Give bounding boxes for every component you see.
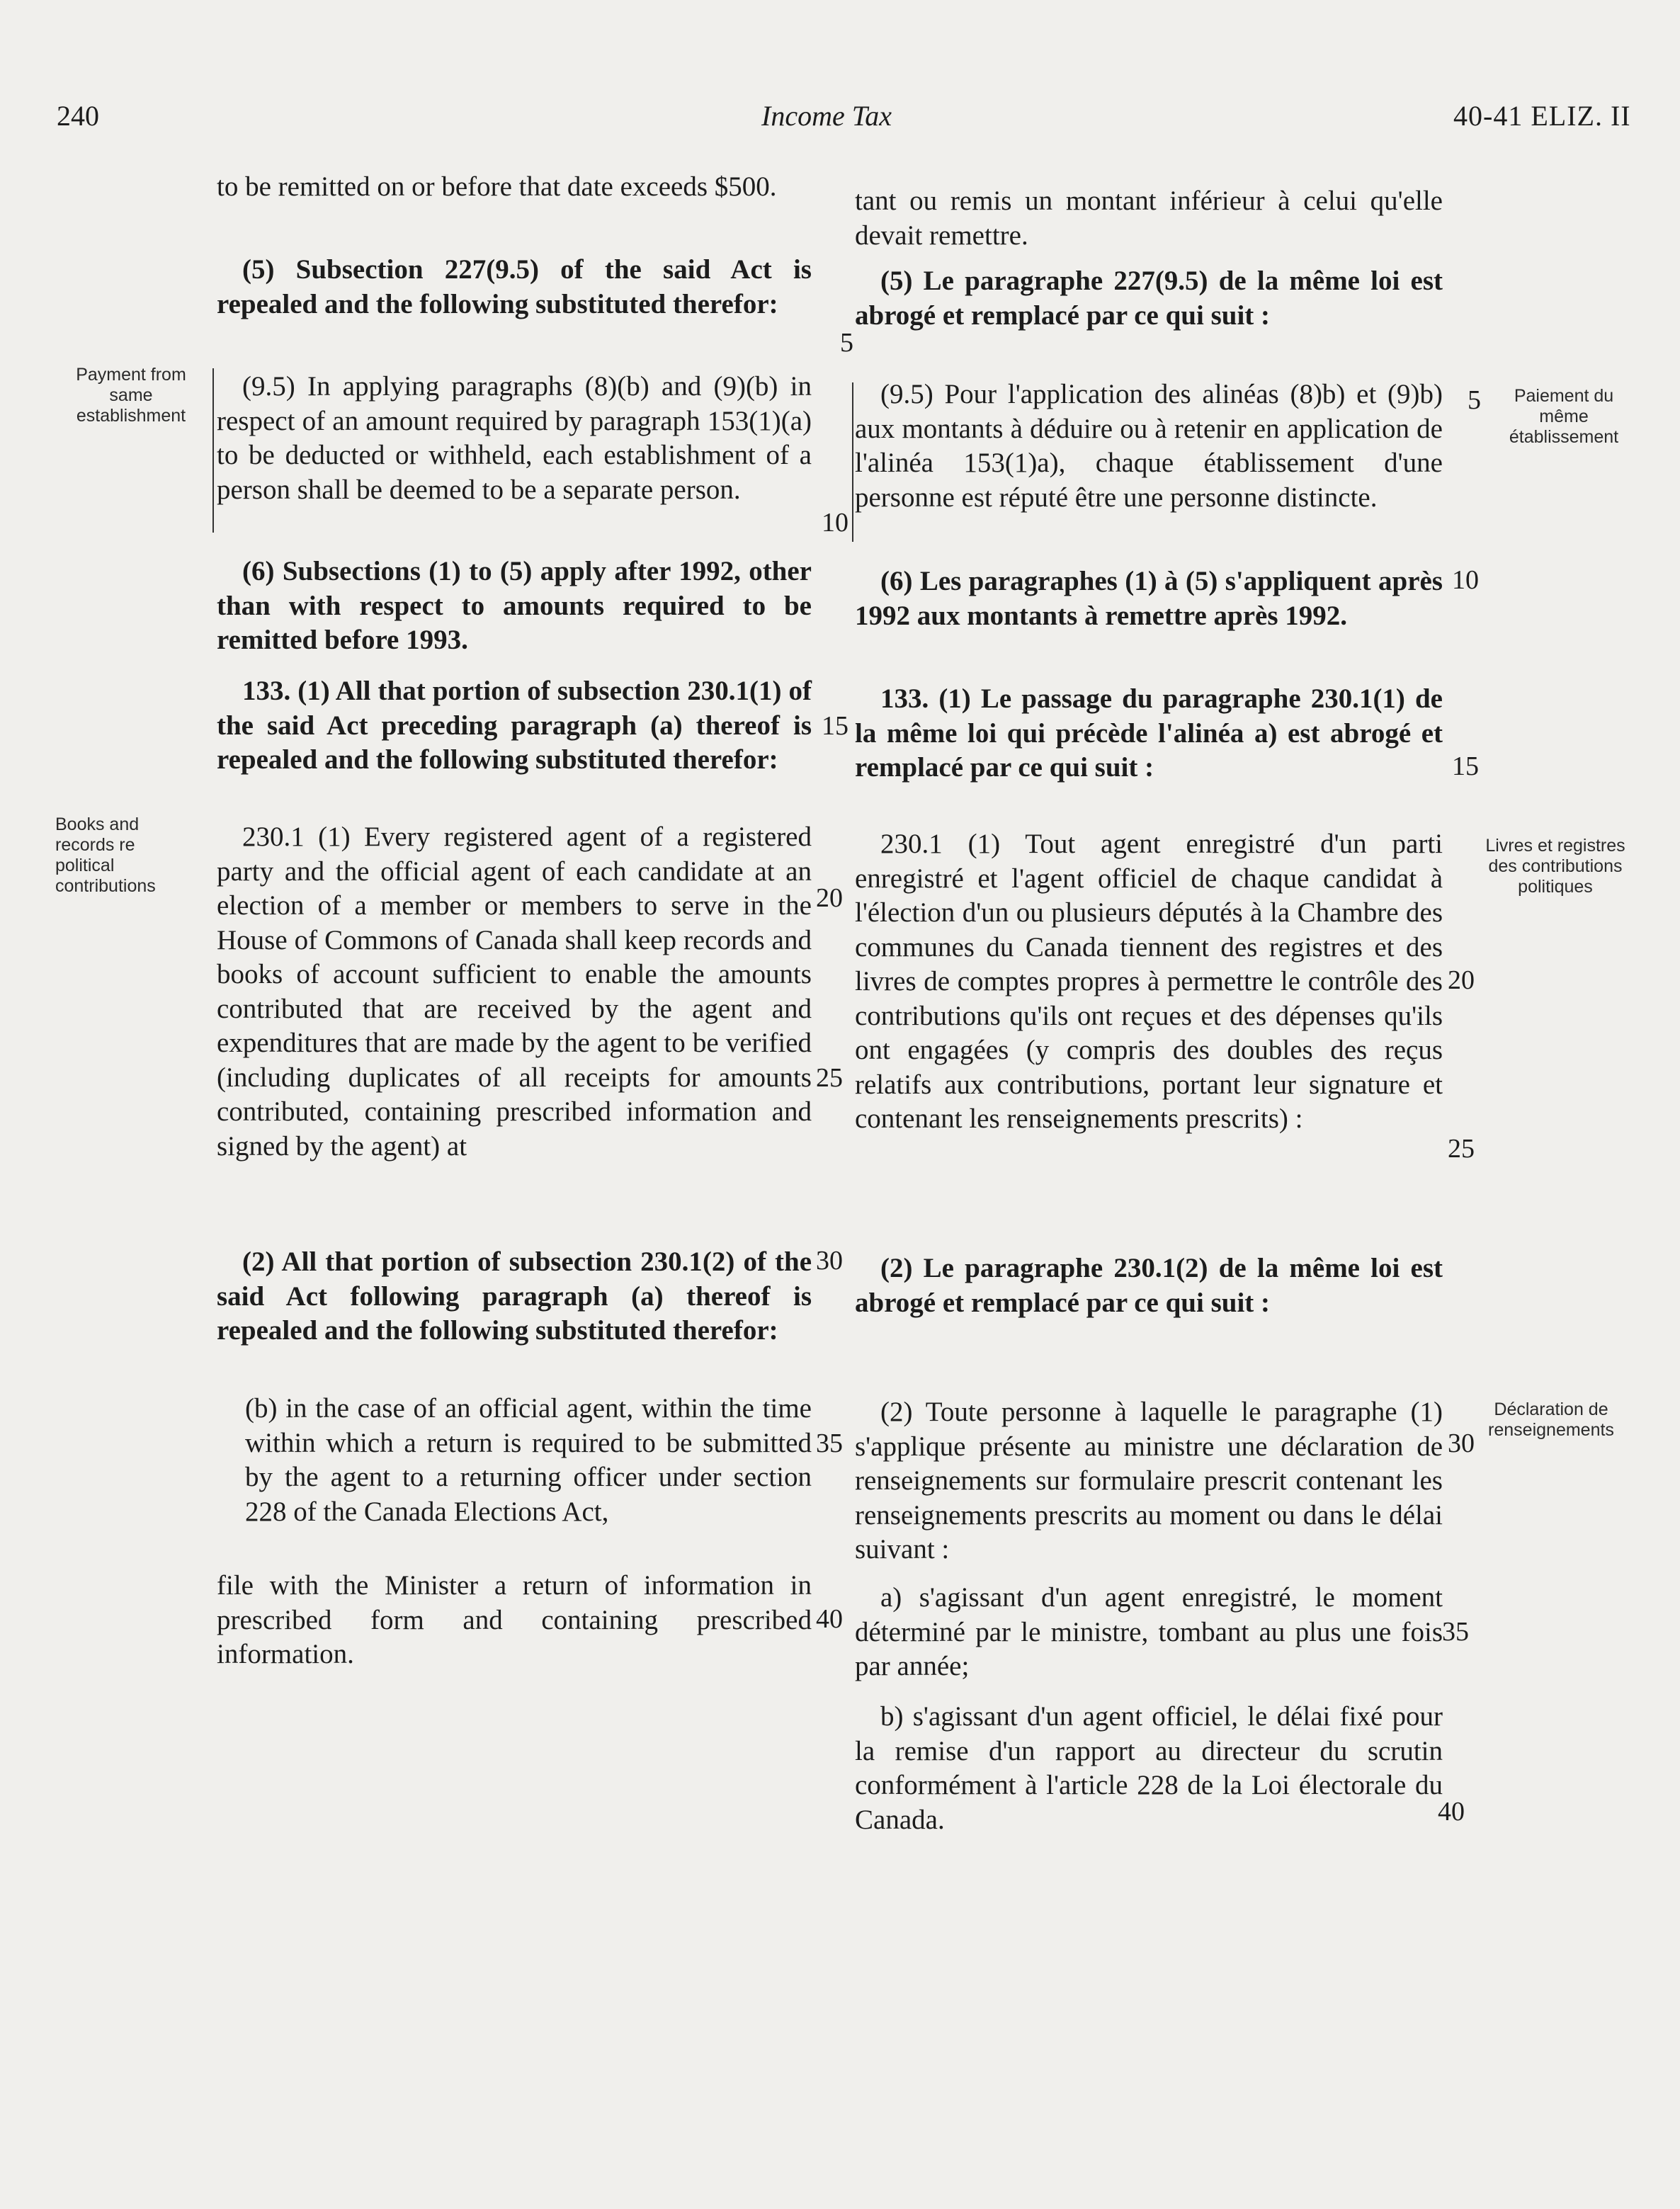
- fr-paragraph-b: b) s'agissant d'un agent officiel, le délai fixé pour la remise d'un rapport au directeur du scrutin conformément à l'article 228 de la Loi électorale du Canada.: [855, 1701, 1443, 1835]
- fr-subsection-5-heading: (5) Le paragraphe 227(9.5) de la même loi est abrogé et remplacé par ce qui suit :: [855, 266, 1443, 331]
- line-number: 20: [1448, 965, 1475, 995]
- en-section-133-1: 133. (1) All that portion of subsection 230.1(1) of the said Act preceding paragraph (a) thereof is repealed and the following substituted therefor:: [217, 676, 812, 775]
- line-number: 15: [1452, 751, 1479, 781]
- line-number: 35: [1442, 1617, 1469, 1647]
- regnal-year: 40-41 ELIZ. II: [1453, 100, 1631, 132]
- line-number: 40: [1438, 1797, 1465, 1827]
- line-number: 30: [816, 1246, 843, 1276]
- running-title: Income Tax: [761, 100, 892, 132]
- en-paragraph-b: (b) in the case of an official agent, within the time within which a return is required to be submitted by the agent to a returning officer under section 228 of the Canada Elections Act,: [245, 1393, 812, 1527]
- en-para-continuation: to be remitted on or before that date exceeds $500.: [217, 171, 777, 202]
- line-number: 30: [1448, 1429, 1475, 1458]
- margin-note-payment-fr: Paiement du même établissement: [1509, 386, 1619, 447]
- line-number: 35: [816, 1429, 843, 1458]
- en-subsection-6: (6) Subsections (1) to (5) apply after 1992, other than with respect to amounts required to be remitted before 1993.: [217, 556, 812, 655]
- line-number: 10: [822, 508, 848, 538]
- margin-note-declaration-fr: Déclaration de renseignements: [1488, 1399, 1614, 1440]
- fr-section-133-2: (2) Le paragraphe 230.1(2) de la même loi est abrogé et remplacé par ce qui suit :: [855, 1253, 1443, 1318]
- margin-note-payment-en: Payment from same establishment: [76, 365, 186, 426]
- margin-note-books-fr: Livres et registres des contributions politiques: [1485, 836, 1625, 897]
- fr-provision-230-1-1: 230.1 (1) Tout agent enregistré d'un parti enregistré et l'agent officiel de chaque candidat à l'élection d'un ou plusieurs députés à la Chambre des communes du Canada tiennent des registres et des livres de comptes propres à permettre le contrôle des contributions qu'ils ont reçues et des dépenses qu'ils ont engagées (y compris des doubles des reçus relatifs aux contributions, portant leur signature et contenant les renseignements prescrits) :: [855, 829, 1443, 1134]
- fr-subsection-6: (6) Les paragraphes (1) à (5) s'appliquent après 1992 aux montants à remettre après 1992.: [855, 566, 1443, 631]
- line-number: 10: [1452, 565, 1479, 595]
- en-provision-9-5: (9.5) In applying paragraphs (8)(b) and (9)(b) in respect of an amount required by paragraph 153(1)(a) to be deducted or withheld, each establishment of a person shall be deemed to be a separate person.: [217, 371, 812, 505]
- line-number: 5: [1468, 385, 1481, 415]
- line-number: 40: [816, 1604, 843, 1634]
- line-number: 15: [822, 711, 848, 741]
- line-number: 5: [840, 328, 853, 358]
- en-subsection-5-heading: (5) Subsection 227(9.5) of the said Act is repealed and the following substituted therefor:: [217, 254, 812, 319]
- fr-provision-9-5: (9.5) Pour l'application des alinéas (8)b) et (9)b) aux montants à déduire ou à retenir en application de l'alinéa 153(1)a), chaque établissement d'une personne est réputé être une personne distincte.: [855, 379, 1443, 513]
- fr-provision-230-1-2: (2) Toute personne à laquelle le paragraphe (1) s'applique présente au ministre une déclaration de renseignements sur formulaire prescrit contenant les renseignements prescrits au moment ou dans le délai suivant :: [855, 1397, 1443, 1565]
- line-number: 25: [816, 1063, 843, 1093]
- change-bar-fr: [852, 382, 853, 542]
- line-number: 25: [1448, 1134, 1475, 1164]
- en-provision-230-1-1: 230.1 (1) Every registered agent of a registered party and the official agent of each candidate at an election of a member or members to serve in the House of Commons of Canada shall keep records and books of account sufficient to enable the amounts contributed that are received by the agent and expenditures that are made by the agent to be verified (including duplicates of all receipts for amounts contributed, containing prescribed information and signed by the agent) at: [217, 822, 812, 1162]
- fr-section-133-1: 133. (1) Le passage du paragraphe 230.1(1) de la même loi qui précède l'alinéa a) est abrogé et remplacé par ce qui suit :: [855, 683, 1443, 783]
- fr-paragraph-a: a) s'agissant d'un agent enregistré, le moment déterminé par le ministre, tombant au plus une fois par année;: [855, 1582, 1443, 1681]
- page-number: 240: [57, 100, 99, 132]
- line-number: 20: [816, 883, 843, 913]
- fr-para-continuation: tant ou remis un montant inférieur à celui qu'elle devait remettre.: [855, 186, 1443, 251]
- en-closing-clause: file with the Minister a return of information in prescribed form and containing prescribed information.: [217, 1570, 812, 1669]
- change-bar-en: [212, 368, 214, 533]
- en-section-133-2: (2) All that portion of subsection 230.1(2) of the said Act following paragraph (a) thereof is repealed and the following substituted therefor:: [217, 1247, 812, 1346]
- margin-note-books-en: Books and records re political contributions: [55, 814, 156, 896]
